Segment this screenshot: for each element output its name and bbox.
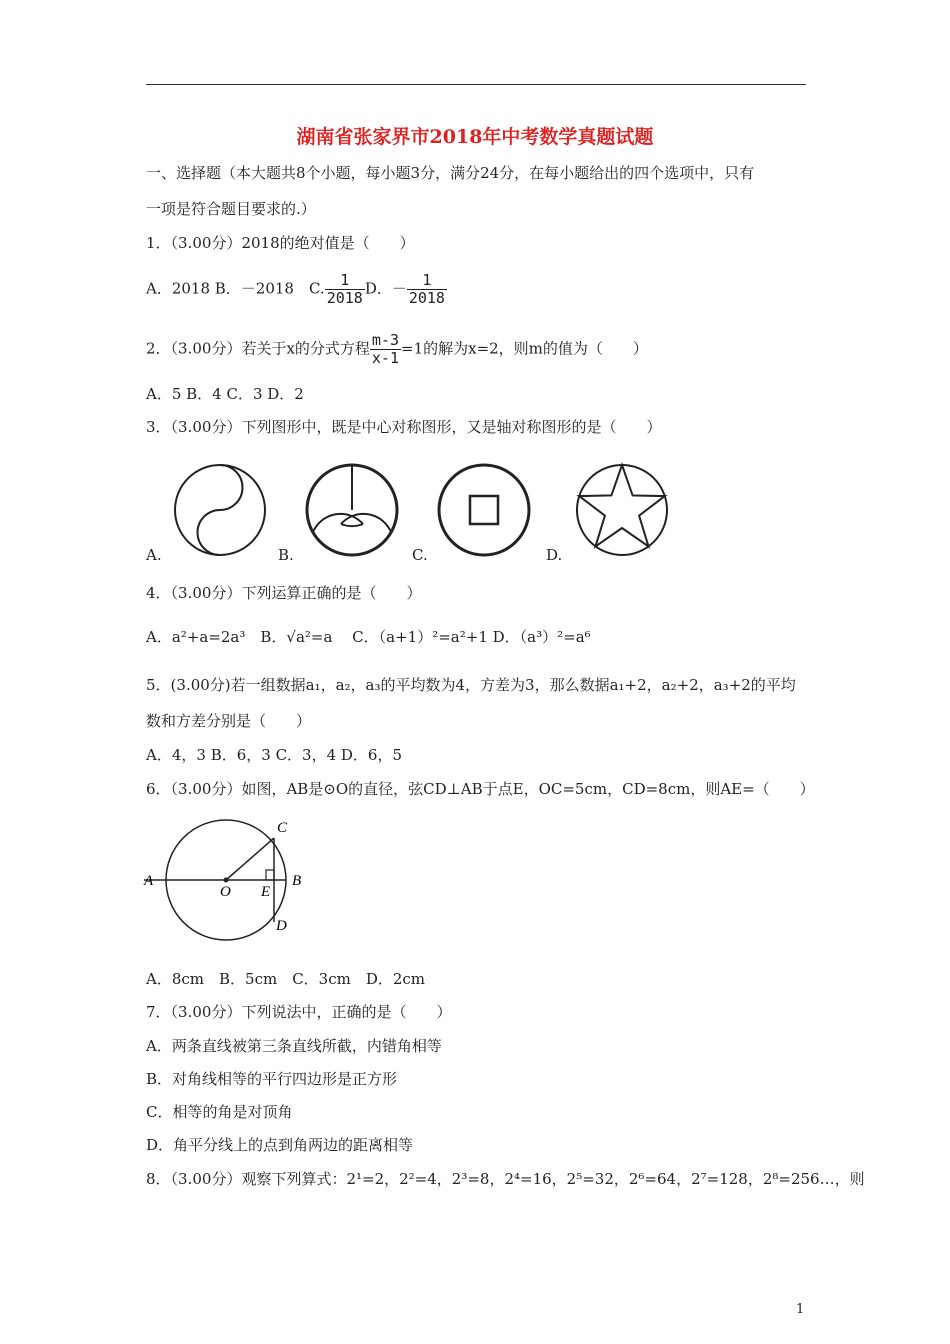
q7-option-c: C．相等的角是对顶角 — [146, 1103, 293, 1121]
q7-stem: 7．（3.00分）下列说法中，正确的是（ ） — [146, 1003, 452, 1021]
q6-options: A．8cm B．5cm C．3cm D．2cm — [146, 970, 426, 988]
q7-option-a: A．两条直线被第三条直线所截，内错角相等 — [146, 1037, 442, 1055]
fig-label-b: B — [292, 873, 302, 889]
q5-line2: 数和方差分别是（ ） — [146, 712, 312, 730]
q3-label-c: C. — [412, 546, 428, 564]
coin-square-figure — [434, 458, 534, 558]
q1-stem: 1．（3.00分）2018的绝对值是（ ） — [146, 234, 415, 252]
q5-line1: 5．(3.00分)若一组数据a₁，a₂，a₃的平均数为4，方差为3，那么数据a₁+2，a₂+2，a₃+2的平均 — [146, 676, 796, 694]
q2-options: A．5 B．4 C．3 D．2 — [146, 385, 304, 403]
q5-options: A．4，3 B．6，3 C．3，4 D．6，5 — [146, 746, 403, 764]
q2-den: x-1 — [371, 349, 399, 367]
q1-options — [146, 272, 447, 307]
q2-stem-pre: 2．（3.00分）若关于x的分式方程 — [146, 339, 370, 358]
q1-c-den: 2018 — [326, 289, 363, 307]
section-heading-line2: 一项是符合题目要求的.） — [146, 200, 316, 218]
taiji-figure — [170, 458, 270, 558]
page-number: 1 — [796, 1302, 805, 1317]
fig-label-c: C — [277, 820, 288, 836]
q2-stem-post: =1的解为x=2，则m的值为（ ） — [401, 339, 648, 358]
fig-label-d: D — [276, 918, 287, 934]
q3-label-d: D. — [546, 546, 563, 564]
q4-stem: 4．（3.00分）下列运算正确的是（ ） — [146, 584, 422, 602]
q3-label-a: A. — [146, 546, 162, 564]
q2-stem — [146, 332, 648, 367]
q3-stem: 3．（3.00分）下列图形中，既是中心对称图形，又是轴对称图形的是（ ） — [146, 418, 662, 436]
q7-option-d: D．角平分线上的点到角两边的距离相等 — [146, 1136, 414, 1154]
q1-option-d: D．－ — [364, 279, 407, 298]
q1-options-ab: A．2018 B．－2018 C. — [146, 279, 325, 298]
q1-d-num: 1 — [407, 272, 447, 290]
fig-label-a: A — [144, 873, 154, 889]
page-title: 湖南省张家界市2018年中考数学真题试题 — [296, 126, 654, 148]
header-rule — [146, 84, 806, 85]
q2-fraction — [370, 332, 401, 367]
q3-figures — [146, 458, 686, 568]
q1-c-fraction — [325, 272, 365, 307]
q1-d-fraction — [407, 272, 447, 307]
fig-label-e: E — [261, 884, 271, 900]
circle-chord-figure — [140, 812, 320, 942]
q8-stem: 8．（3.00分）观察下列算式：2¹=2，2²=4，2³=8，2⁴=16，2⁵=32，2⁶=64，2⁷=128，2⁸=256…，则 — [146, 1170, 865, 1188]
q2-num: m-3 — [371, 331, 399, 349]
q1-c-num: 1 — [325, 272, 365, 290]
q3-label-b: B. — [278, 546, 294, 564]
section-heading-line1: 一、选择题（本大题共8个小题，每小题3分，满分24分，在每小题给出的四个选项中，只有 — [146, 164, 755, 182]
q1-d-den: 2018 — [408, 289, 445, 307]
q7-option-b: B．对角线相等的平行四边形是正方形 — [146, 1070, 398, 1088]
q4-options: A．a²+a=2a³ B．√a²=a C．（a+1）²=a²+1 D．（a³）²=a⁶ — [146, 628, 591, 646]
q6-stem: 6．（3.00分）如图，AB是⊙O的直径，弦CD⊥AB于点E，OC=5cm，CD=8cm，则AE=（ ） — [146, 780, 815, 798]
star-circle-figure — [572, 458, 672, 558]
three-arc-figure — [302, 458, 402, 558]
fig-label-o: O — [220, 884, 231, 900]
